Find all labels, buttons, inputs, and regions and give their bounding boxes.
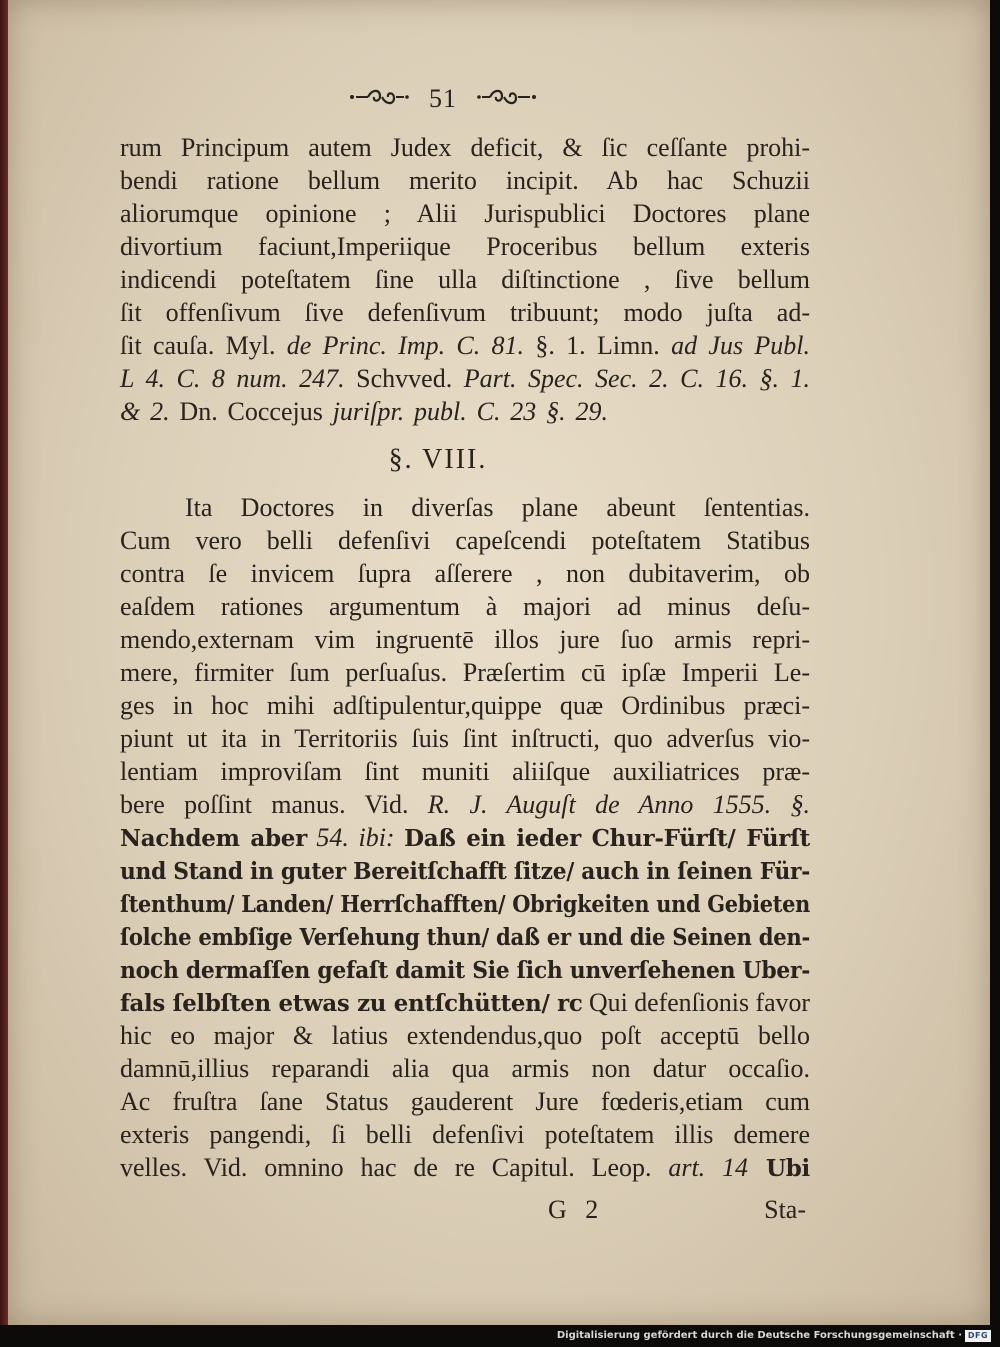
text-line — [120, 296, 810, 329]
line-text — [120, 656, 810, 689]
text-segment: Qui defenſionis favor — [582, 988, 810, 1017]
running-head — [348, 82, 538, 116]
line-text — [120, 557, 810, 590]
citation-segment: R. J. Auguſt de Anno 1555. §. — [427, 790, 810, 819]
text-line — [120, 788, 810, 821]
fraktur-segment: noch dermaſſen gefaſt damit Sie ſich unverſehenen Uber- — [120, 957, 810, 984]
text-line — [120, 953, 810, 986]
text-segment: Cum vero belli defenſivi capeſcendi poteſtatem Statibus — [120, 526, 810, 555]
line-text — [120, 1052, 810, 1085]
text-line — [120, 1052, 810, 1085]
text-line — [120, 164, 810, 197]
line-text — [120, 1085, 810, 1118]
text-segment: bendi ratione bellum merito incipit. Ab hac Schuzii — [120, 166, 810, 195]
line-text — [185, 491, 810, 524]
fraktur-segment: ſolche embſige Verſehung thun/ daß er und die Seinen den- — [120, 924, 810, 951]
digitization-footer — [0, 1325, 1000, 1347]
text-line — [120, 623, 810, 656]
citation-segment: de Princ. Imp. C. 81. — [286, 331, 525, 360]
catchword: Sta- — [764, 1195, 806, 1224]
fraktur-segment: Nachdem aber — [120, 825, 307, 852]
text-segment: ſit offenſivum ſive defenſivum tribuunt; modo juſta ad- — [120, 298, 810, 327]
text-segment: ſit cauſa. Myl. — [120, 331, 287, 360]
text-line — [120, 854, 810, 887]
text-segment: indicendi poteſtatem ſine ulla diſtinctione , ſive bellum — [120, 265, 810, 294]
text-line — [120, 230, 810, 263]
line-text — [120, 920, 810, 954]
text-line — [120, 1085, 810, 1118]
text-segment: velles. Vid. omnino hac de re Capitul. Leop. — [120, 1153, 669, 1182]
text-line — [120, 524, 810, 557]
fraktur-segment: fals ſelbſten etwas zu entſchütten/ rc — [120, 990, 583, 1017]
catchword-row — [120, 1193, 810, 1226]
text-segment: §. 1. Limn. — [524, 331, 672, 360]
line-text — [120, 755, 810, 788]
line-text — [120, 722, 810, 755]
text-segment: 54. ibi: — [306, 823, 405, 852]
fraktur-segment: ſtenthum/ Landen/ Herrſchafften/ Obrigkeiten und Gebieten — [120, 891, 810, 918]
text-line — [120, 329, 810, 362]
text-line — [120, 887, 810, 920]
text-segment: contra ſe invicem ſupra aſſerere , non dubitaverim, ob — [120, 559, 810, 588]
text-segment: divortium faciunt,Imperiique Proceribus bellum exteris — [120, 232, 810, 261]
text-line — [120, 755, 810, 788]
line-text — [120, 821, 810, 855]
line-text — [120, 131, 810, 164]
text-segment: aliorumque opinione ; Alii Jurispublici Doctores plane — [120, 199, 810, 228]
citation-segment: & 2. — [120, 397, 170, 426]
line-text — [120, 986, 810, 1020]
text-line — [120, 821, 810, 854]
text-line — [120, 986, 810, 1019]
text-line — [120, 920, 810, 953]
main-text — [120, 131, 810, 1184]
text-segment: piunt ut ita in Territoriis ſuis ſint inſtructi, quo adverſus vio- — [120, 724, 810, 753]
text-line — [120, 590, 810, 623]
line-text — [120, 1151, 810, 1185]
text-line — [120, 557, 810, 590]
text-line — [120, 395, 810, 428]
signature-mark: G 2 — [548, 1195, 605, 1224]
text-segment: rum Principum autem Judex deficit, & ſic ceſſante prohi- — [120, 133, 810, 162]
line-text — [120, 230, 810, 263]
line-text — [120, 953, 810, 987]
text-line — [120, 689, 810, 722]
text-segment: Ita Doctores in diverſas plane abeunt ſententias. — [185, 493, 810, 522]
line-text — [120, 689, 810, 722]
line-text — [120, 1019, 810, 1052]
fraktur-segment: Daß ein ieder Chur-Fürſt/ Fürſt — [404, 825, 810, 852]
line-text — [120, 524, 810, 557]
text-segment: ges in hoc mihi adſtipulentur,quippe quæ Ordinibus præci- — [120, 691, 810, 720]
text-line — [120, 197, 810, 230]
text-line — [120, 131, 810, 164]
line-text — [120, 590, 810, 623]
text-segment: eaſdem rationes argumentum à majori ad minus deſu- — [120, 592, 810, 621]
ornament-right-icon — [476, 86, 538, 113]
line-text — [120, 623, 810, 656]
fraktur-segment: Ubi — [748, 1155, 810, 1182]
line-text — [120, 263, 810, 296]
text-segment: mendo,externam vim ingruentē illos jure ſuo armis repri- — [120, 625, 810, 654]
citation-segment: ad Jus Publ. — [671, 331, 810, 360]
dfg-logo: DFG — [965, 1330, 991, 1342]
section-heading: §. VIII. — [388, 444, 488, 475]
text-segment: Dn. Coccejus — [169, 397, 333, 426]
text-segment: exteris pangendi, ſi belli defenſivi poteſtatem illis demere — [120, 1120, 810, 1149]
line-text — [120, 164, 810, 197]
line-text — [120, 788, 810, 821]
line-text — [120, 395, 608, 428]
text-line — [120, 491, 810, 524]
line-text — [120, 197, 810, 230]
line-text — [120, 362, 810, 395]
ornament-left-icon — [348, 86, 410, 113]
fraktur-segment: und Stand in guter Bereitſchafft ſitze/ auch in ſeinen Für- — [120, 858, 810, 885]
citation-segment: Part. Spec. Sec. 2. C. 16. §. 1. — [463, 364, 810, 393]
text-segment: Schvved. — [344, 364, 464, 393]
citation-segment: juriſpr. publ. C. 23 §. 29. — [332, 397, 608, 426]
citation-segment: art. 14 — [668, 1153, 748, 1182]
text-segment: mere, firmiter ſum perſuaſus. Præſertim cū ipſæ Imperii Le- — [120, 658, 810, 687]
text-line — [120, 722, 810, 755]
text-line — [120, 656, 810, 689]
book-binding-edge — [0, 0, 8, 1325]
text-segment: hic eo major & latius extendendus,quo poſt acceptū bello — [120, 1021, 810, 1050]
line-text — [120, 329, 810, 362]
text-line — [120, 1118, 810, 1151]
text-segment: lentiam improviſam ſint muniti aliiſque auxiliatrices præ- — [120, 757, 810, 786]
line-text — [120, 854, 810, 888]
text-segment: bere poſſint manus. Vid. — [120, 790, 428, 819]
citation-segment: L 4. C. 8 num. 247. — [120, 364, 345, 393]
text-line — [120, 1019, 810, 1052]
line-text — [120, 1118, 810, 1151]
text-line — [120, 1151, 810, 1184]
text-segment: damnū,illius reparandi alia qua armis non datur occaſio. — [120, 1054, 810, 1083]
text-line — [120, 362, 810, 395]
text-segment: Ac fruſtra ſane Status gauderent Jure fœderis,etiam cum — [120, 1087, 810, 1116]
page-number: 51 — [429, 84, 457, 113]
line-text — [120, 887, 810, 921]
text-line — [120, 263, 810, 296]
line-text — [120, 296, 810, 329]
funding-note: Digitalisierung gefördert durch die Deutsche Forschungsgemeinschaft · — [556, 1330, 962, 1341]
